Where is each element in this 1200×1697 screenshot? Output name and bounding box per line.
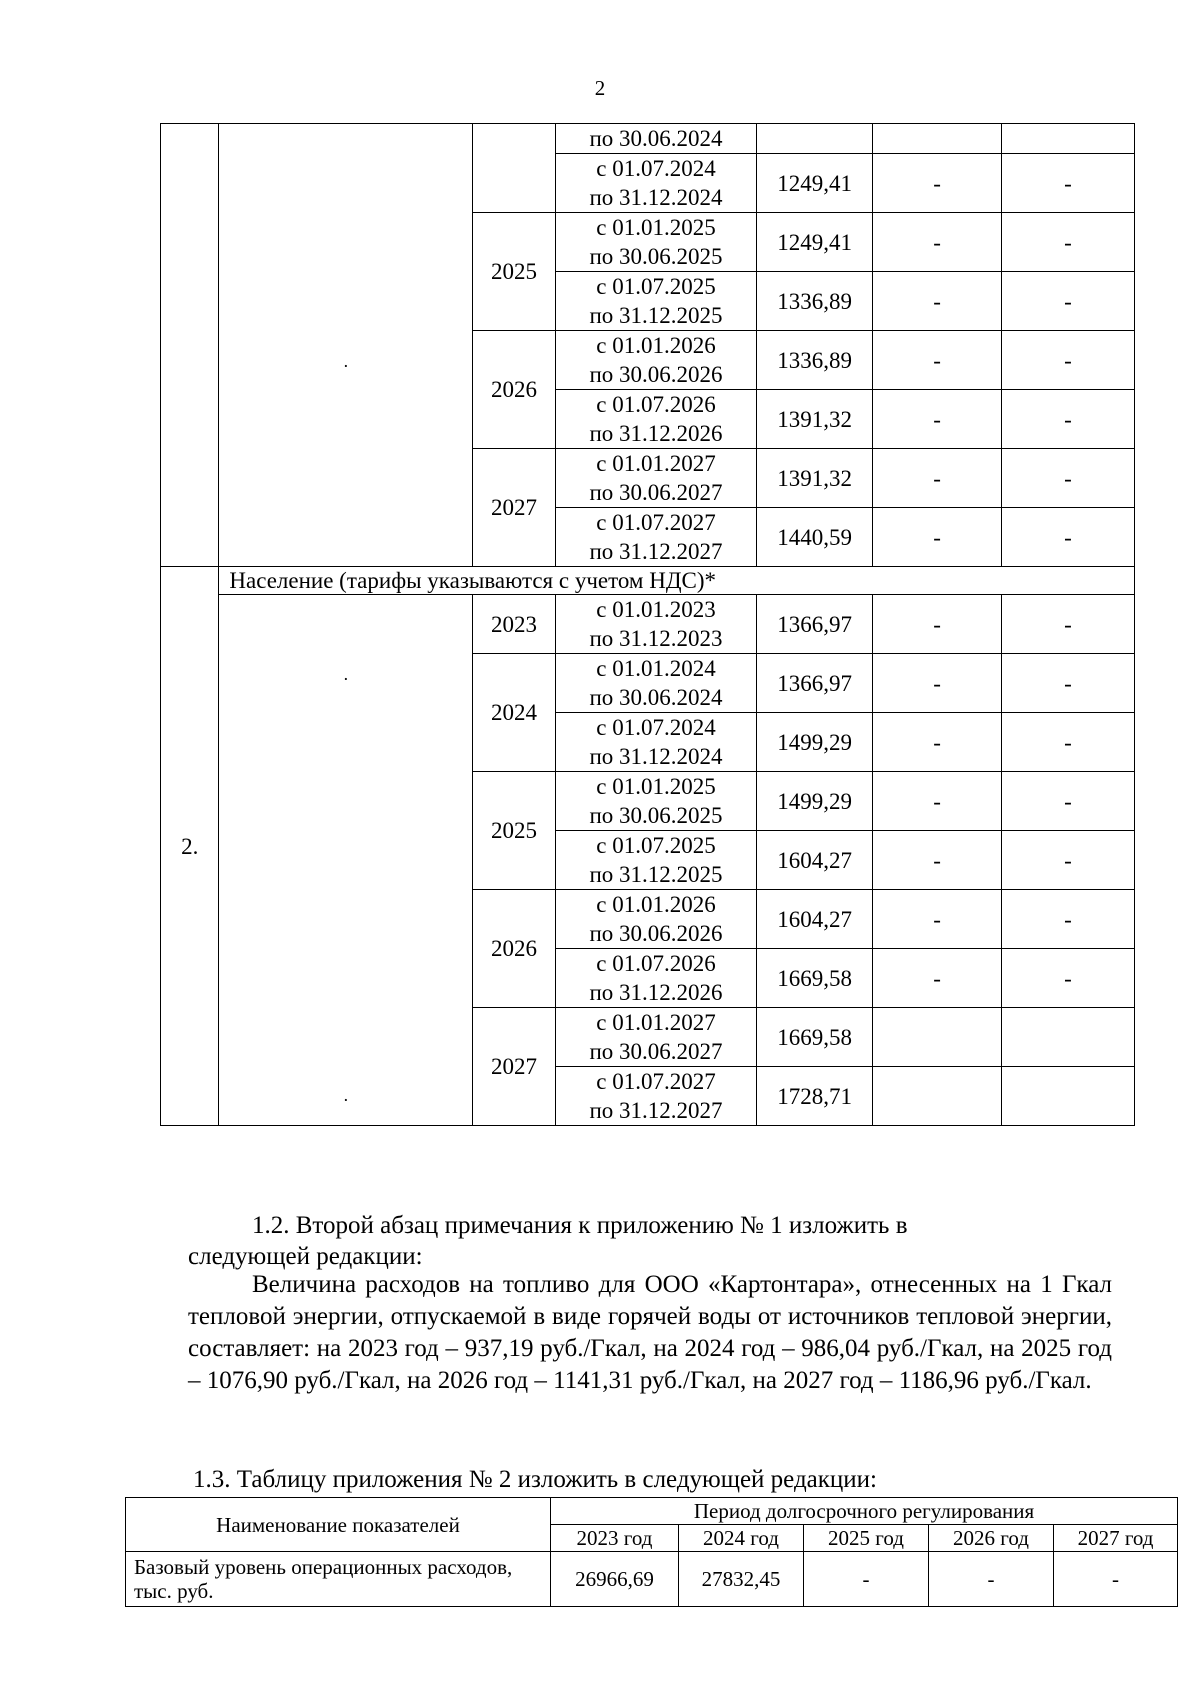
tariff-value: 1604,27 — [757, 890, 873, 949]
period-from: с 01.01.2025 — [596, 774, 716, 799]
tariff-value: 1336,89 — [757, 272, 873, 331]
period-cell — [555, 595, 756, 654]
period-cell — [555, 508, 756, 567]
tariff-value: 1440,59 — [757, 508, 873, 567]
extra-col-2: - — [1001, 654, 1134, 713]
period-to: по 31.12.2026 — [589, 980, 723, 1005]
period-from: с 01.01.2024 — [596, 656, 716, 681]
period-to: по 31.12.2024 — [589, 185, 723, 210]
extra-col-2 — [1001, 1008, 1134, 1067]
year-cell — [473, 124, 556, 213]
period-from: с 01.01.2027 — [596, 1010, 716, 1035]
tariff-value: 1499,29 — [757, 713, 873, 772]
extra-col-1 — [873, 1067, 1002, 1126]
period-to: по 30.06.2025 — [589, 803, 723, 828]
period-to: по 31.12.2024 — [589, 744, 723, 769]
tariff-value: 1366,97 — [757, 595, 873, 654]
extra-col-1 — [873, 124, 1002, 154]
period-cell — [555, 654, 756, 713]
table-row — [161, 124, 1135, 154]
year-cell: 2025 — [473, 772, 556, 890]
extra-col-2 — [1001, 1067, 1134, 1126]
extra-col-2: - — [1001, 449, 1134, 508]
extra-col-1: - — [873, 713, 1002, 772]
extra-col-1: - — [873, 154, 1002, 213]
tariff-value: 1728,71 — [757, 1067, 873, 1126]
extra-col-1: - — [873, 508, 1002, 567]
period-to: по 31.12.2027 — [589, 1098, 723, 1123]
paragraph-1-2: 1.2. Второй абзац примечания к приложению № 1 изложить в — [252, 1212, 908, 1239]
row-value: - — [929, 1552, 1054, 1607]
period-from: с 01.07.2027 — [596, 510, 716, 535]
period-to: по 30.06.2027 — [589, 1039, 723, 1064]
row-name: Базовый уровень операционных расходов, тыс. руб. — [126, 1552, 551, 1607]
table-row — [161, 595, 1135, 654]
period-from: с 01.07.2026 — [596, 951, 716, 976]
year-header: 2027 год — [1054, 1525, 1178, 1552]
period-header: Период долгосрочного регулирования — [551, 1498, 1178, 1525]
tariff-value: 1604,27 — [757, 831, 873, 890]
tariff-value: 1249,41 — [757, 154, 873, 213]
period-from: с 01.07.2024 — [596, 715, 716, 740]
period-to: по 31.12.2025 — [589, 862, 723, 887]
tariff-value: 1391,32 — [757, 390, 873, 449]
extra-col-2: - — [1001, 272, 1134, 331]
period-to: по 30.06.2027 — [589, 480, 723, 505]
extra-col-1: - — [873, 890, 1002, 949]
period-to: по 31.12.2027 — [589, 539, 723, 564]
row-value: 27832,45 — [679, 1552, 804, 1607]
tariff-value: 1391,32 — [757, 449, 873, 508]
row-value: - — [804, 1552, 929, 1607]
extra-col-2: - — [1001, 331, 1134, 390]
extra-col-1: - — [873, 772, 1002, 831]
extra-col-2: - — [1001, 713, 1134, 772]
period-from: с 01.01.2023 — [596, 597, 716, 622]
year-cell: 2025 — [473, 213, 556, 331]
period-to: по 30.06.2025 — [589, 244, 723, 269]
extra-col-2: - — [1001, 772, 1134, 831]
row-value: 26966,69 — [551, 1552, 679, 1607]
extra-col-1: - — [873, 449, 1002, 508]
extra-col-1: - — [873, 831, 1002, 890]
period-cell — [555, 331, 756, 390]
period-from: с 01.01.2025 — [596, 215, 716, 240]
dot-mark: · — [342, 355, 349, 376]
dot-mark: · — [342, 669, 349, 689]
paragraph-1-3: 1.3. Таблицу приложения № 2 изложить в следующей редакции: — [193, 1466, 877, 1493]
period-cell — [555, 1067, 756, 1126]
period-from: с 01.07.2025 — [596, 274, 716, 299]
extra-col-1: - — [873, 949, 1002, 1008]
extra-col-2: - — [1001, 154, 1134, 213]
section-number: 2. — [161, 567, 219, 1126]
period-cell — [555, 1008, 756, 1067]
tariff-value: 1249,41 — [757, 213, 873, 272]
period-to: по 31.12.2025 — [589, 303, 723, 328]
dot-mark: · — [342, 1090, 349, 1110]
period-cell — [555, 124, 756, 154]
period-cell — [555, 713, 756, 772]
tariff-value: 1669,58 — [757, 1008, 873, 1067]
extra-col-2: - — [1001, 890, 1134, 949]
table-row — [126, 1552, 1178, 1607]
year-cell: 2027 — [473, 1008, 556, 1126]
extra-col-2: - — [1001, 595, 1134, 654]
year-header: 2025 год — [804, 1525, 929, 1552]
period-from: с 01.07.2026 — [596, 392, 716, 417]
period-cell — [555, 449, 756, 508]
extra-col-2: - — [1001, 213, 1134, 272]
period-cell — [555, 272, 756, 331]
category-cell — [219, 124, 473, 567]
year-cell: 2023 — [473, 595, 556, 654]
period-to: по 30.06.2026 — [589, 362, 723, 387]
tariff-value — [757, 124, 873, 154]
period-to: по 30.06.2026 — [589, 921, 723, 946]
category-cell — [219, 595, 473, 1126]
num-cell — [161, 124, 219, 567]
year-header: 2026 год — [929, 1525, 1054, 1552]
section-header-row — [161, 567, 1135, 595]
row-value: - — [1054, 1552, 1178, 1607]
header-row — [126, 1498, 1178, 1525]
page-number: 2 — [594, 76, 606, 100]
extra-col-1: - — [873, 654, 1002, 713]
period-to: по 30.06.2024 — [589, 685, 723, 710]
period-cell — [555, 949, 756, 1008]
extra-col-1 — [873, 1008, 1002, 1067]
period-from: с 01.01.2027 — [596, 451, 716, 476]
paragraph-fuel-costs: Величина расходов на топливо для ООО «Картонтара», отнесенных на 1 Гкал тепловой энергии, отпускаемой в виде горячей воды от источников тепловой энергии, составляет: на 2023 год – 937,19 руб./Гкал, на 2024 год – 986,04 руб./Гкал, на 2025 год – 1076,90 руб./Гкал, на 2026 год – 1141,31 руб./Гкал, на 2027 год – 1186,96 руб./Гкал. — [188, 1271, 1112, 1394]
period-from: с 01.01.2026 — [596, 892, 716, 917]
extra-col-1: - — [873, 213, 1002, 272]
extra-col-2 — [1001, 124, 1134, 154]
year-header: 2023 год — [551, 1525, 679, 1552]
year-cell: 2024 — [473, 654, 556, 772]
year-cell: 2026 — [473, 890, 556, 1008]
extra-col-2: - — [1001, 949, 1134, 1008]
year-cell: 2027 — [473, 449, 556, 567]
extra-col-1: - — [873, 595, 1002, 654]
extra-col-2: - — [1001, 390, 1134, 449]
extra-col-1: - — [873, 272, 1002, 331]
paragraph-1-2-cont: следующей редакции: — [188, 1243, 423, 1270]
period-cell — [555, 154, 756, 213]
period-from: с 01.07.2025 — [596, 833, 716, 858]
period-from: с 01.01.2026 — [596, 333, 716, 358]
tariff-value: 1336,89 — [757, 331, 873, 390]
col-name-header: Наименование показателей — [126, 1498, 551, 1552]
extra-col-1: - — [873, 331, 1002, 390]
year-cell: 2026 — [473, 331, 556, 449]
extra-col-2: - — [1001, 508, 1134, 567]
period-from: с 01.07.2027 — [596, 1069, 716, 1094]
period-cell — [555, 772, 756, 831]
period-cell — [555, 390, 756, 449]
period-cell — [555, 213, 756, 272]
period-cell — [555, 831, 756, 890]
tariff-table — [160, 123, 1135, 1126]
operating-costs-table — [125, 1497, 1178, 1607]
year-header: 2024 год — [679, 1525, 804, 1552]
tariff-value: 1669,58 — [757, 949, 873, 1008]
period-cell — [555, 890, 756, 949]
extra-col-2: - — [1001, 831, 1134, 890]
period-from: с 01.07.2024 — [596, 156, 716, 181]
extra-col-1: - — [873, 390, 1002, 449]
period-to: по 31.12.2023 — [589, 626, 723, 651]
period-to: по 30.06.2024 — [589, 126, 723, 151]
tariff-value: 1366,97 — [757, 654, 873, 713]
section-label: Население (тарифы указываются с учетом НДС)* — [219, 567, 1135, 595]
tariff-value: 1499,29 — [757, 772, 873, 831]
period-to: по 31.12.2026 — [589, 421, 723, 446]
